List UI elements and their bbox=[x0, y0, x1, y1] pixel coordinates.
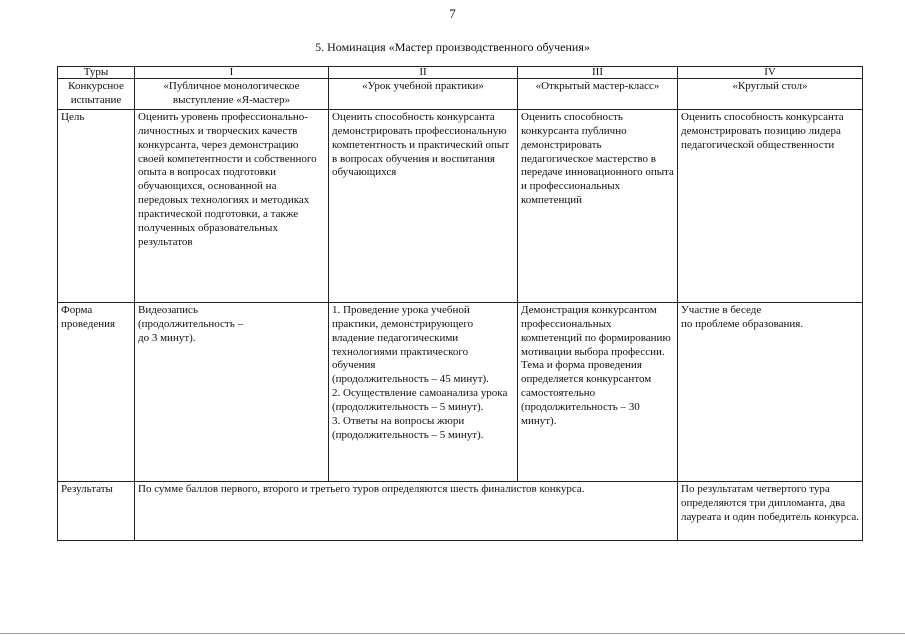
results-tours-i-iii: По сумме баллов первого, второго и третьего туров определяются шесть финалистов конкурса. bbox=[135, 482, 678, 541]
contest-label: Конкурсное испытание bbox=[58, 79, 135, 110]
results-label: Результаты bbox=[58, 482, 135, 541]
goal-tour-iv: Оценить способность конкурсанта демонстрировать позицию лидера педагогической общественности bbox=[678, 110, 863, 303]
goal-label: Цель bbox=[58, 110, 135, 303]
contest-row bbox=[58, 79, 863, 110]
form-tour-i: Видеозапись (продолжительность – до 3 минут). bbox=[135, 303, 329, 482]
page-number: 7 bbox=[449, 6, 456, 21]
contest-tour-ii: «Урок учебной практики» bbox=[329, 79, 518, 110]
tour-iv-header: IV bbox=[678, 67, 863, 79]
tour-iii-header: III bbox=[518, 67, 678, 79]
results-row bbox=[58, 482, 863, 541]
form-label: Форма проведения bbox=[58, 303, 135, 482]
form-row bbox=[58, 303, 863, 482]
goal-tour-iii: Оценить способность конкурсанта публично демонстрировать педагогическое мастерство в передаче инновационного опыта и профессиональных компетенций bbox=[518, 110, 678, 303]
form-tour-iii: Демонстрация конкурсантом профессиональных компетенций по формированию мотивации выбора профессии. Тема и форма проведения определяется конкурсантом самостоятельно (продолжительность – 30 минут). bbox=[518, 303, 678, 482]
tour-i-header: I bbox=[135, 67, 329, 79]
contest-tour-i: «Публичное монологическое выступление «Я-мастер» bbox=[135, 79, 329, 110]
section-title: 5. Номинация «Мастер производственного обучения» bbox=[315, 40, 590, 54]
tours-row bbox=[58, 67, 863, 79]
tours-label: Туры bbox=[58, 67, 135, 79]
nomination-table bbox=[57, 66, 863, 541]
goal-tour-ii: Оценить способность конкурсанта демонстрировать профессиональную компетентность и практический опыт в вопросах обучения и воспитания обучающихся bbox=[329, 110, 518, 303]
goal-row bbox=[58, 110, 863, 303]
results-tour-iv: По результатам четвертого тура определяются три дипломанта, два лауреата и один победитель конкурса. bbox=[678, 482, 863, 541]
bottom-divider bbox=[0, 633, 905, 634]
goal-tour-i: Оценить уровень профессионально-личностных и творческих качеств конкурсанта, через демонстрацию своей компетентности и собственного опыта в вопросах подготовки обучающихся, основанной на передовых технологиях и методиках практической подготовки, а также полученных образовательных результатов bbox=[135, 110, 329, 303]
contest-tour-iii: «Открытый мастер-класс» bbox=[518, 79, 678, 110]
form-tour-ii: 1. Проведение урока учебной практики, демонстрирующего владение педагогическими технологиями практического обучения (продолжительность – 45 минут). 2. Осуществление самоанализа урока (продолжительность – 5 минут). 3. Ответы на вопросы жюри (продолжительность – 5 минут). bbox=[329, 303, 518, 482]
form-tour-iv: Участие в беседе по проблеме образования. bbox=[678, 303, 863, 482]
contest-tour-iv: «Круглый стол» bbox=[678, 79, 863, 110]
tour-ii-header: II bbox=[329, 67, 518, 79]
